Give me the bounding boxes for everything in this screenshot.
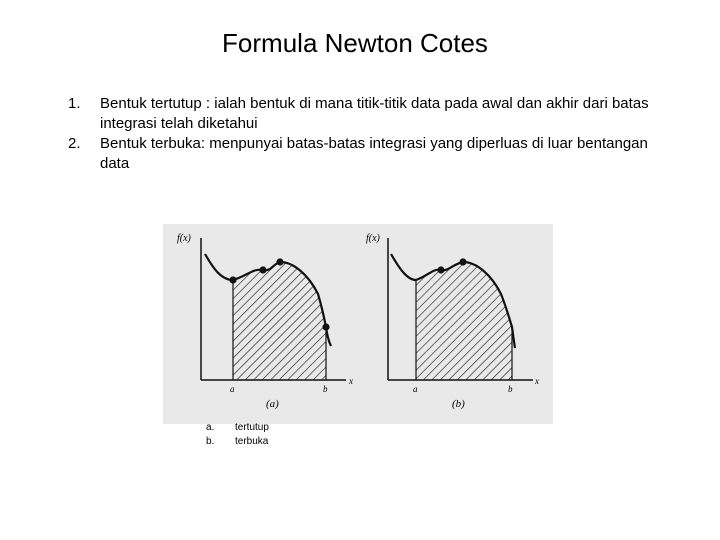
label-b-b: b — [508, 384, 513, 394]
label-x-a: x — [349, 376, 353, 386]
list-item — [66, 94, 666, 134]
ylabel-b: f(x) — [366, 233, 380, 244]
list-item-text: Bentuk tertutup : ialah bentuk di mana titik-titik data pada awal dan akhir dari batas integrasi telah diketahui — [100, 95, 649, 132]
figure-svg — [163, 224, 553, 424]
data-point — [437, 266, 444, 273]
label-b-a: b — [323, 384, 328, 394]
ylabel-a: f(x) — [177, 233, 191, 244]
caption-b: (b) — [452, 398, 465, 410]
data-point — [459, 258, 466, 265]
data-point — [259, 266, 266, 273]
data-point — [276, 258, 283, 265]
data-point — [322, 323, 329, 330]
label-a-b: a — [413, 384, 418, 394]
integration-figure — [163, 224, 553, 424]
data-point — [229, 276, 236, 283]
legend-text: terbuka — [235, 436, 269, 447]
page-title: Formula Newton Cotes — [222, 28, 488, 58]
definition-list — [66, 94, 666, 174]
legend-label: b. — [206, 436, 215, 447]
legend-label: a. — [206, 422, 215, 433]
label-a-a: a — [230, 384, 235, 394]
legend-row — [206, 435, 269, 449]
figure-legend — [206, 421, 269, 449]
list-item-number: 2. — [68, 135, 81, 152]
list-item-number: 1. — [68, 95, 81, 112]
list-item-text: Bentuk terbuka: menpunyai batas-batas integrasi yang diperluas di luar bentangan data — [100, 135, 648, 172]
legend-row — [206, 421, 269, 435]
caption-a: (a) — [266, 398, 279, 410]
label-x-b: x — [535, 376, 539, 386]
list-item — [66, 134, 666, 174]
legend-text: tertutup — [235, 422, 269, 433]
